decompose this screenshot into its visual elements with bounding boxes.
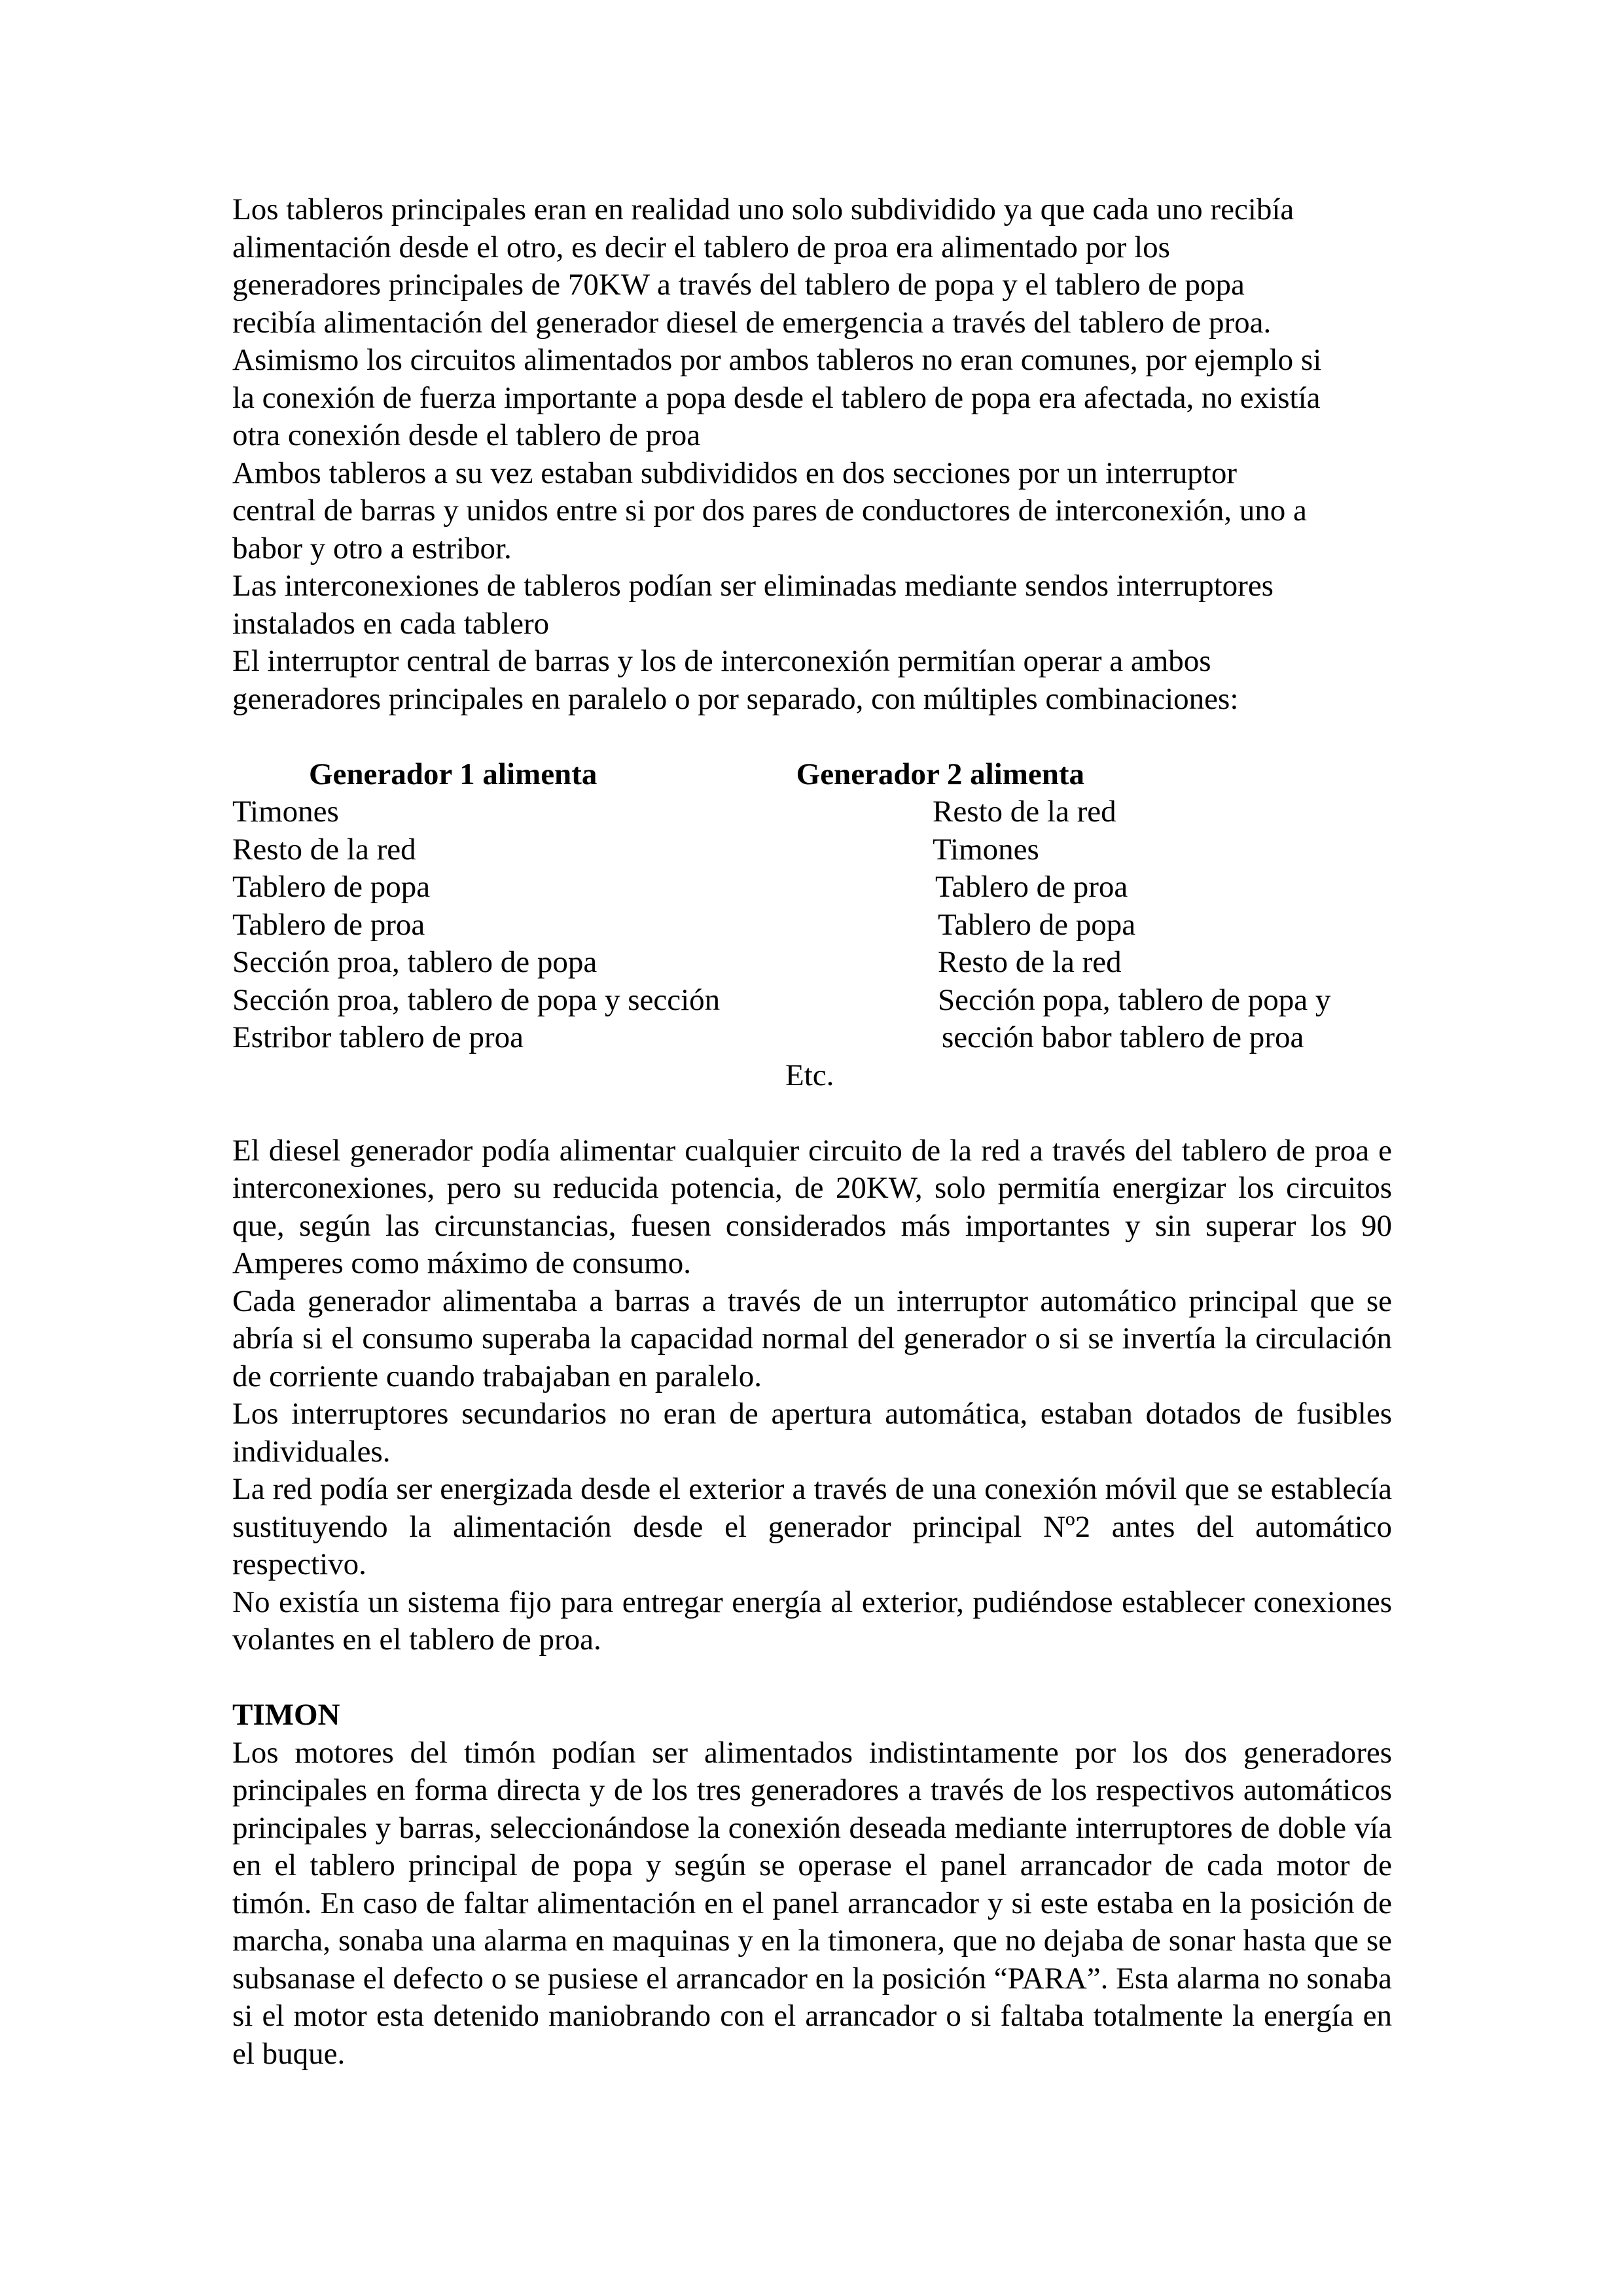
- generator-1-item: Sección proa, tablero de popa: [232, 945, 597, 979]
- intro-line: Ambos tableros a su vez estaban subdivididos en dos secciones por un interruptor: [232, 456, 1238, 490]
- intro-line: babor y otro a estribor.: [232, 531, 512, 565]
- document-page: [232, 191, 1392, 2073]
- intro-section: [232, 191, 1392, 718]
- intro-line: Los tableros principales eran en realidad uno solo subdividido ya que cada uno recibía: [232, 192, 1294, 226]
- paragraph-sistema-fijo: No existía un sistema fijo para entregar energía al exterior, pudiéndose establecer conexiones volantes en el tablero de proa.: [232, 1585, 1392, 1657]
- generator-table-header: [232, 756, 1392, 794]
- generator-1-item: Tablero de proa: [232, 907, 425, 942]
- generator-1-item: Sección proa, tablero de popa y sección: [232, 982, 721, 1017]
- intro-line: instalados en cada tablero: [232, 606, 550, 641]
- generator-2-item: sección babor tablero de proa: [942, 1020, 1304, 1054]
- intro-line: Asimismo los circuitos alimentados por ambos tableros no eran comunes, por ejemplo si: [232, 343, 1322, 377]
- intro-line: alimentación desde el otro, es decir el tablero de proa era alimentado por los: [232, 230, 1170, 264]
- spacer: [232, 1659, 1392, 1697]
- paragraph-diesel: El diesel generador podía alimentar cualquier circuito de la red a través del tablero de proa e interconexiones, pero su reducida potencia, de 20KW, solo permitía energizar los circuitos que, según las circunstancias, fuesen considerados más importantes y sin superar los 90 Amperes como máximo de consumo.: [232, 1133, 1392, 1280]
- intro-line: Las interconexiones de tableros podían ser eliminadas mediante sendos interruptores: [232, 569, 1274, 603]
- etc-label: Etc.: [785, 1058, 834, 1092]
- intro-line: central de barras y unidos entre si por dos pares de conductores de interconexión, uno a: [232, 493, 1307, 528]
- spacer: [232, 1094, 1392, 1132]
- intro-line: El interruptor central de barras y los de interconexión permitían operar a ambos: [232, 644, 1211, 678]
- paragraph-timon: Los motores del timón podían ser alimentados indistintamente por los dos generadores principales en forma directa y de los tres generadores a través de los respectivos automáticos principales y barras, seleccionándose la conexión deseada mediante interruptores de doble vía en el tablero principal de popa y según se operase el panel arrancador de cada motor de timón. En caso de faltar alimentación en el panel arrancador y si este estaba en la posición de marcha, sonaba una alarma en maquinas y en la timonera, que no dejaba de sonar hasta que se subsanase el defecto o se pusiese el arrancador en la posición “PARA”. Esta alarma no sonaba si el motor esta detenido maniobrando con el arrancador o si faltaba totalmente la energía en el buque.: [232, 1735, 1392, 2071]
- generator-table-row: [232, 831, 1392, 869]
- generator-1-item: Estribor tablero de proa: [232, 1020, 524, 1054]
- paragraph-cada-generador: Cada generador alimentaba a barras a través de un interruptor automático principal que se abría si el consumo superaba la capacidad normal del generador o si se invertía la circulación de corriente cuando trabajaban en paralelo.: [232, 1283, 1392, 1393]
- generator-2-item: Tablero de popa: [938, 907, 1136, 942]
- timon-section: [232, 1696, 1392, 2073]
- generator-2-item: Resto de la red: [938, 945, 1122, 979]
- generator-table-row: [232, 982, 1392, 1020]
- intro-line: generadores principales en paralelo o por separado, con múltiples combinaciones:: [232, 681, 1239, 716]
- generator-table-row: [232, 906, 1392, 944]
- spacer: [232, 718, 1392, 756]
- generator-2-item: Timones: [933, 832, 1039, 867]
- generator-1-item: Resto de la red: [232, 832, 416, 867]
- intro-line: recibía alimentación del generador diesel de emergencia a través del tablero de proa.: [232, 305, 1272, 340]
- generator-2-item: Tablero de proa: [935, 870, 1128, 904]
- section-heading-timon: TIMON: [232, 1698, 340, 1732]
- paragraph-red-exterior: La red podía ser energizada desde el exterior a través de una conexión móvil que se establecía sustituyendo la alimentación desde el generador principal Nº2 antes del automático respectivo.: [232, 1472, 1392, 1581]
- intro-line: la conexión de fuerza importante a popa desde el tablero de popa era afectada, no existía: [232, 380, 1321, 415]
- paragraph-interruptores-secundarios: Los interruptores secundarios no eran de apertura automática, estaban dotados de fusibles individuales.: [232, 1397, 1392, 1469]
- generator-table-row: [232, 944, 1392, 982]
- generator-1-item: Timones: [232, 795, 339, 829]
- generator-table-row: [232, 1019, 1392, 1057]
- generator-table-row: [232, 793, 1392, 831]
- intro-line: otra conexión desde el tablero de proa: [232, 418, 701, 452]
- generator-combinations-table: [232, 756, 1392, 1095]
- generator-2-header: Generador 2 alimenta: [796, 757, 1084, 791]
- generator-2-item: Resto de la red: [933, 795, 1116, 829]
- intro-line: generadores principales de 70KW a través del tablero de popa y el tablero de popa: [232, 268, 1245, 302]
- generator-2-item: Sección popa, tablero de popa y: [938, 982, 1331, 1017]
- generator-table-row: [232, 869, 1392, 906]
- generator-1-item: Tablero de popa: [232, 870, 431, 904]
- body-paragraphs: [232, 1132, 1392, 1659]
- generator-1-header: Generador 1 alimenta: [309, 757, 597, 791]
